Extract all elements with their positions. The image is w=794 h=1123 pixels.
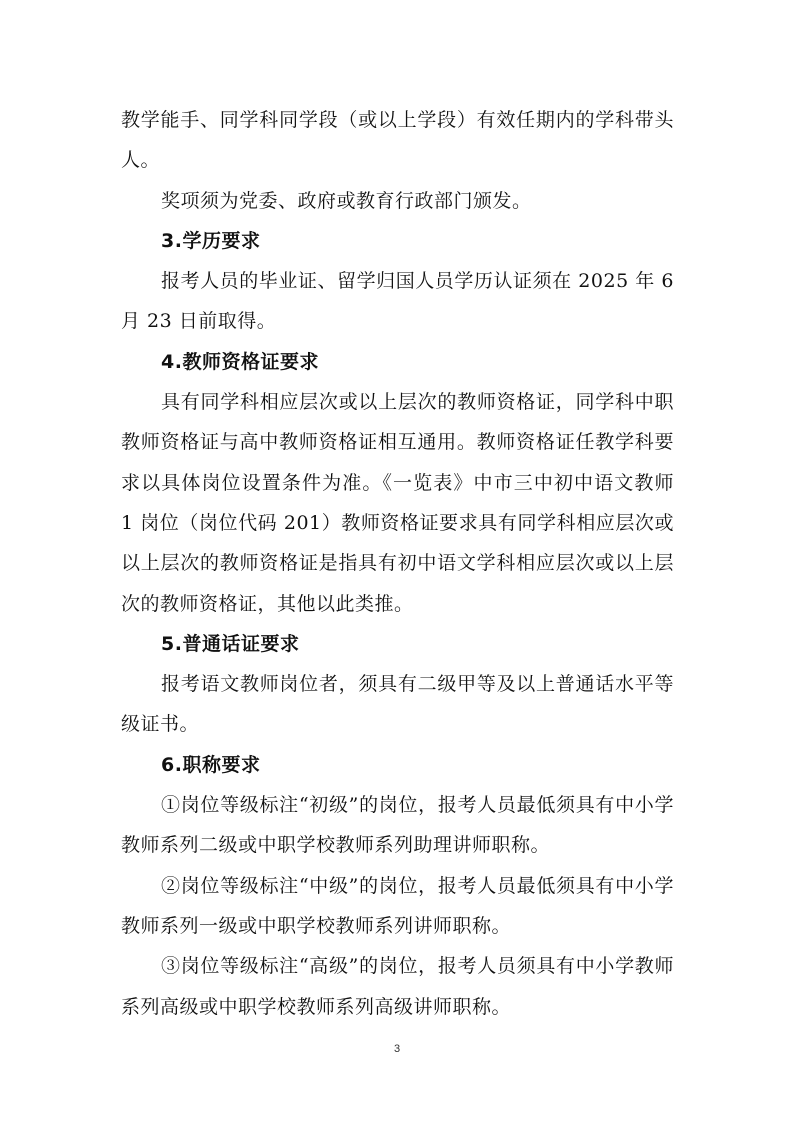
- paragraph-award-issuer: 奖项须为党委、政府或教育行政部门颁发。: [161, 189, 532, 212]
- heading-professional-title: 6.职称要求: [161, 753, 261, 776]
- paragraph-mandarin-certificate: 报考语文教师岗位者，须具有二级甲等及以上普通话水平等级证书。: [121, 673, 674, 736]
- page-number: 3: [393, 1043, 401, 1055]
- paragraph-title-junior: ①岗位等级标注“初级”的岗位，报考人员最低须具有中小学教师系列二级或中职学校教师系列助理讲师职称。: [121, 794, 674, 857]
- paragraph-education-deadline: 报考人员的毕业证、留学归国人员学历认证须在 2025 年 6 月 23 日前取得。: [121, 270, 674, 333]
- heading-education-requirements: 3.学历要求: [161, 229, 261, 252]
- heading-teacher-certificate: 4.教师资格证要求: [161, 350, 319, 373]
- heading-mandarin-certificate: 5.普通话证要求: [161, 632, 300, 655]
- paragraph-teacher-certificate: 具有同学科相应层次或以上层次的教师资格证，同学科中职教师资格证与高中教师资格证相互通用。教师资格证任教学科要求以具体岗位设置条件为准。《一览表》中市三中初中语文教师 1 岗位（岗位代码 201）教师资格证要求具有同学科相应层次或以上层次的教师资格证是指具有初中语文学科相应层次或以上层次的教师资格证，其他以此类推。: [121, 391, 674, 615]
- paragraph-subject-leader: 教学能手、同学科同学段（或以上学段）有效任期内的学科带头人。: [121, 109, 674, 172]
- paragraph-title-intermediate: ②岗位等级标注“中级”的岗位，报考人员最低须具有中小学教师系列一级或中职学校教师系列讲师职称。: [121, 874, 674, 937]
- paragraph-title-senior: ③岗位等级标注“高级”的岗位，报考人员须具有中小学教师系列高级或中职学校教师系列高级讲师职称。: [121, 955, 674, 1018]
- page-content: [121, 100, 674, 1027]
